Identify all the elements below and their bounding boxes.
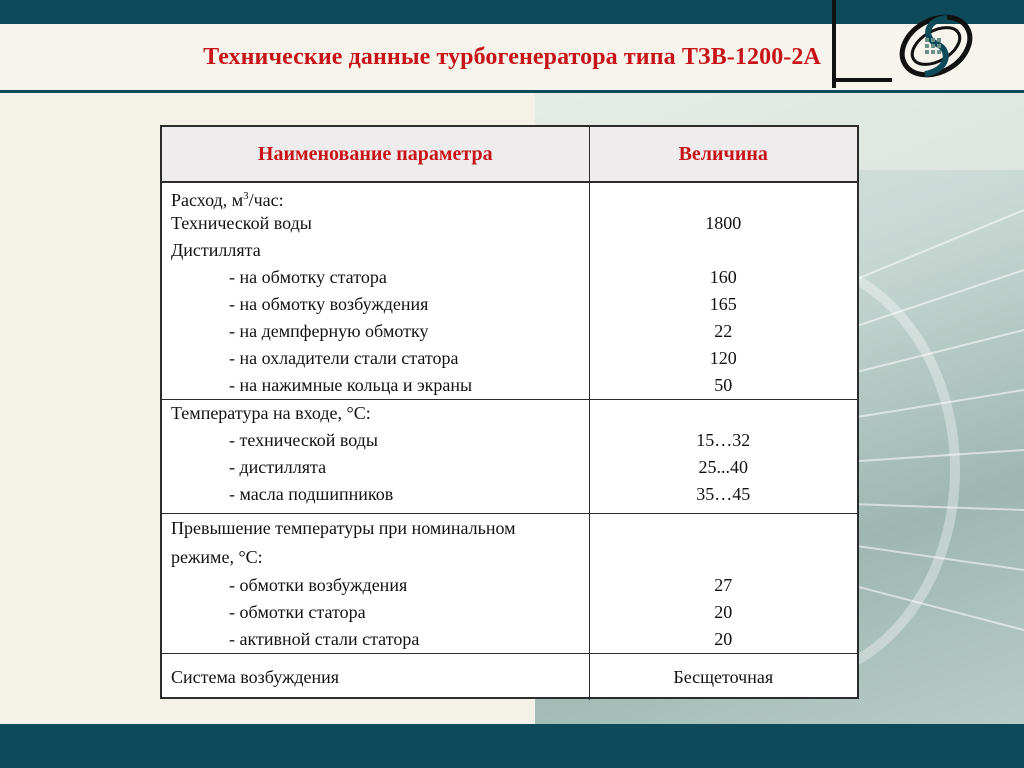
list-item: Температура на входе, °С: (171, 403, 371, 423)
top-band (0, 0, 1024, 24)
value-cell (589, 400, 857, 514)
list-item: Дистиллята (171, 240, 261, 260)
table-row (162, 514, 857, 654)
list-item: - на обмотку возбуждения (229, 294, 429, 314)
value (590, 237, 858, 264)
list-item: - на нажимные кольца и экраны (229, 375, 473, 395)
value: 20 (714, 602, 733, 622)
list-item: режиме, °С: (171, 547, 263, 567)
list-item: Превышение температуры при номинальном (171, 518, 516, 538)
list-item: - обмотки возбуждения (229, 575, 408, 595)
table-row (162, 654, 857, 701)
value: 160 (709, 267, 737, 287)
value: 165 (709, 294, 737, 314)
value: 1800 (705, 213, 742, 233)
list-item: - на обмотку статора (229, 267, 387, 287)
list-item: Технической воды (171, 213, 312, 233)
list-item: Расход, $м^3$/час: (171, 190, 284, 210)
value (590, 400, 858, 427)
param-cell (162, 182, 589, 400)
param-cell (162, 514, 589, 654)
value: 35…45 (696, 484, 751, 504)
value-cell (589, 182, 857, 400)
value: 27 (714, 575, 733, 595)
company-logo-icon (895, 8, 977, 84)
value: 22 (714, 321, 733, 341)
page-title: Технические данные турбогенератора типа ТЗВ-1200-2А (203, 44, 821, 70)
list-item: - обмотки статора (229, 602, 366, 622)
header-value: Величина (589, 127, 857, 182)
logo-base (832, 78, 892, 82)
list-item: - технической воды (229, 430, 378, 450)
list-item: - на демпферную обмотку (229, 321, 429, 341)
value: 20 (714, 629, 733, 649)
table-row (162, 182, 857, 400)
bottom-band (0, 724, 1024, 768)
list-item: - масла подшипников (229, 484, 394, 504)
table-row (162, 400, 857, 514)
value-cell (589, 514, 857, 654)
value (590, 543, 858, 572)
value (590, 514, 858, 543)
list-item: - на охладители стали статора (229, 348, 459, 368)
value: 120 (709, 348, 737, 368)
list-item: - активной стали статора (229, 629, 420, 649)
param-cell (162, 400, 589, 514)
list-item: - дистиллята (229, 457, 327, 477)
value (590, 183, 858, 210)
value-cell: Бесщеточная (589, 654, 857, 701)
param-cell: Система возбуждения (162, 654, 589, 701)
logo-post (832, 0, 836, 88)
value: 15…32 (696, 430, 751, 450)
value: 25...40 (698, 457, 748, 477)
value: 50 (714, 375, 733, 395)
table-header-row (162, 127, 857, 182)
header-parameter: Наименование параметра (162, 127, 589, 182)
parameters-table (160, 125, 859, 699)
